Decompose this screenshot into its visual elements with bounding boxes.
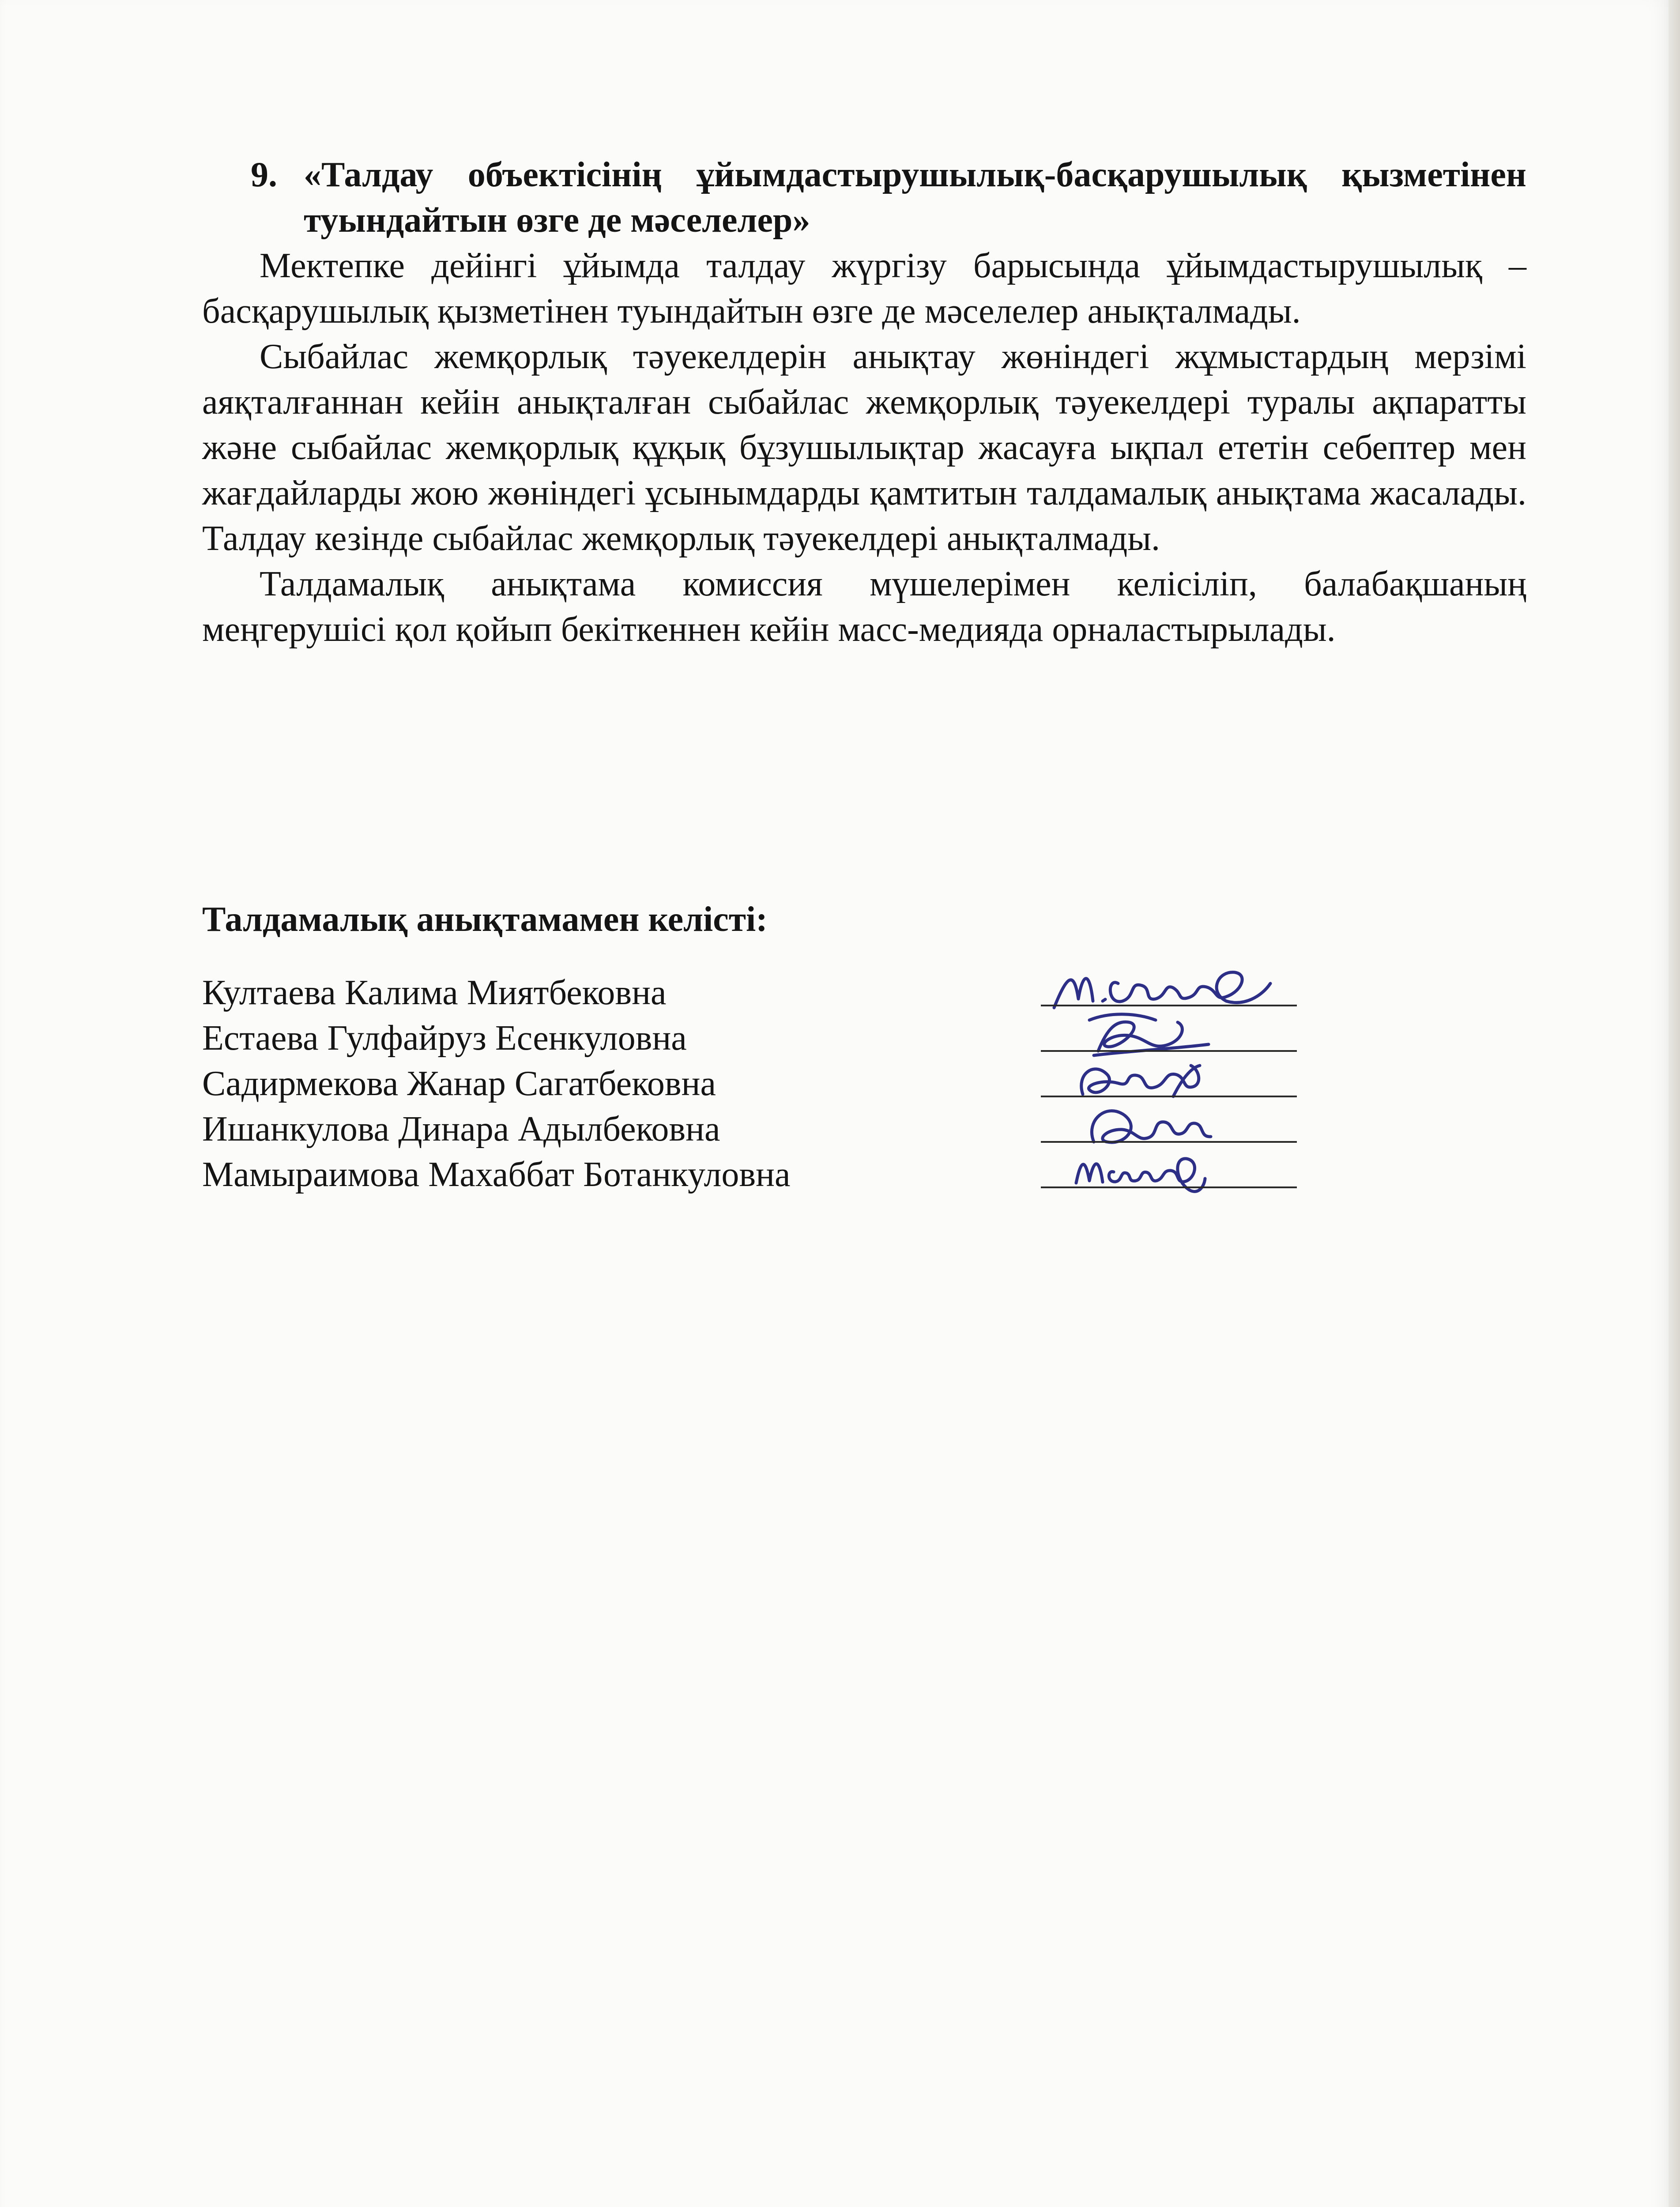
signer-name: Мамыраимова Махаббат Ботанкуловна xyxy=(202,1155,791,1194)
signer-row xyxy=(202,1152,1306,1198)
signer-name: Естаева Гулфайруз Есенкуловна xyxy=(202,1019,687,1058)
paragraph-1: Мектепке дейінгі ұйымда талдау жүргізу барысында ұйымдастырушылық – басқарушылық қызметінен туындайтын өзге де мәселелер анықталмады. xyxy=(202,246,1526,331)
signer-name: Ишанкулова Динара Адылбековна xyxy=(202,1110,720,1149)
section-heading xyxy=(202,152,1526,243)
signer-name: Култаева Калима Миятбековна xyxy=(202,973,667,1012)
signers-list xyxy=(202,970,1306,1198)
paper-edge-right xyxy=(1669,0,1680,2207)
agreement-title: Талдамалық анықтамамен келісті: xyxy=(202,900,768,939)
paragraph-2: Сыбайлас жемқорлық тәуекелдерін анықтау жөніндегі жұмыстардың мерзімі аяқталғаннан кейін анықталған сыбайлас жемқорлық тәуекелдері туралы ақпаратты және сыбайлас жемқорлық құқық бұзушылықтар жасауға ықпал ететін себептер мен жағдайларды жою жөніндегі ұсынымдарды қамтитын талдамалық анықтама жасалады. Талдау кезінде сыбайлас жемқорлық тәуекелдері анықталмады. xyxy=(202,337,1526,558)
signature-line xyxy=(1041,1186,1297,1188)
section-number: 9. xyxy=(251,155,277,194)
document-body xyxy=(202,152,1526,652)
signature-mark xyxy=(1041,1139,1288,1201)
signer-name: Садирмекова Жанар Сагатбековна xyxy=(202,1064,716,1103)
paragraph-3: Талдамалық анықтама комиссия мүшелерімен келісіліп, балабақшаның меңгерушісі қол қойып бекіткеннен кейін масс-медияда орналастырылады. xyxy=(202,565,1526,649)
section-title: «Талдау объектісінің ұйымдастырушылық-басқарушылық қызметінен туындайтын өзге де мәселелер» xyxy=(304,155,1526,240)
